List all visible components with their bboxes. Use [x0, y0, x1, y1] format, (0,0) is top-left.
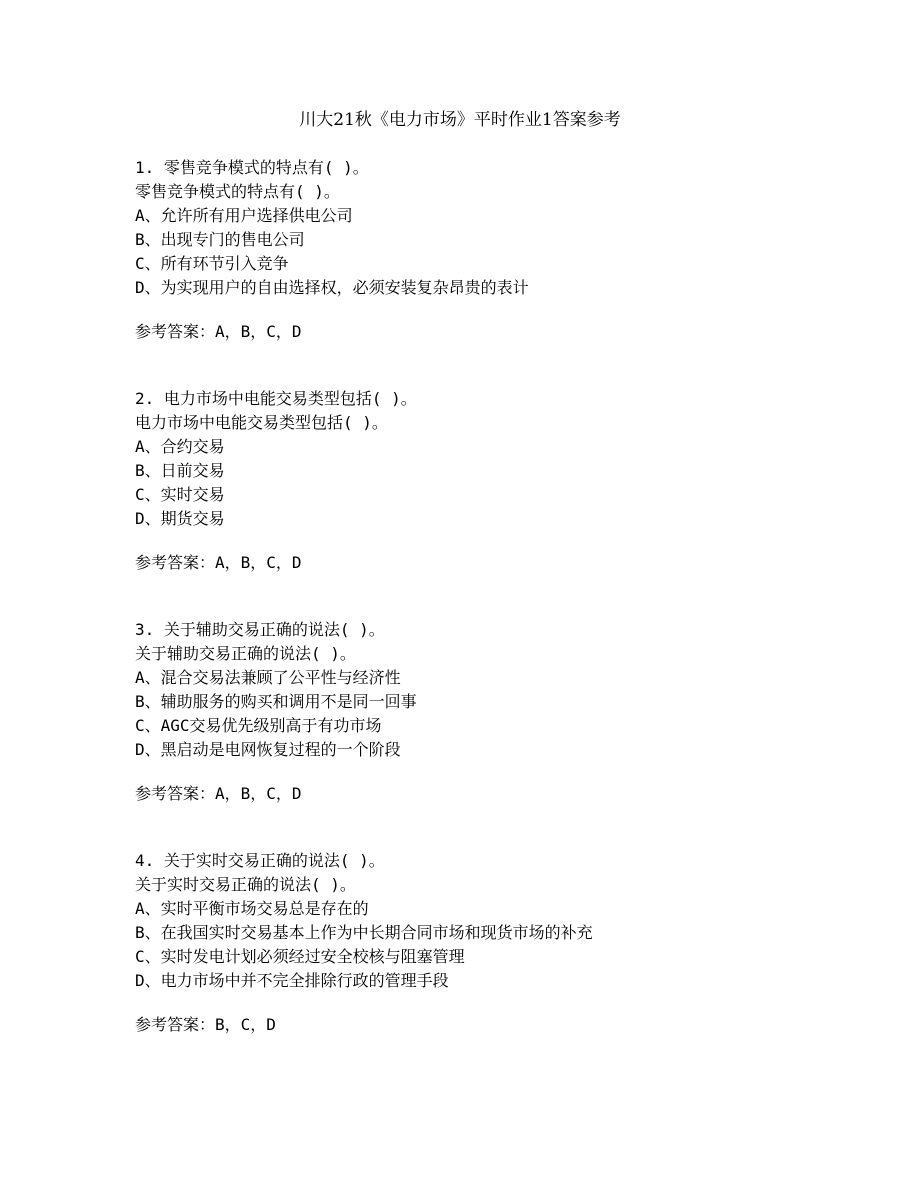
- question-number: 1 .: [135, 158, 164, 177]
- question-stem: 关于实时交易正确的说法( )。: [135, 875, 356, 894]
- question-number: 2 .: [135, 389, 164, 408]
- question-block-1: [135, 156, 855, 344]
- document-title: 川大21秋《电力市场》平时作业1答案参考: [299, 110, 621, 130]
- option-a: A、实时平衡市场交易总是存在的: [135, 899, 369, 918]
- reference-answer: [135, 551, 855, 575]
- reference-answer: [135, 782, 855, 806]
- option-c: C、实时发电计划必须经过安全校核与阻塞管理: [135, 947, 465, 966]
- question-heading-text: 关于实时交易正确的说法( )。: [163, 851, 385, 870]
- option-d: D、电力市场中并不完全排除行政的管理手段: [135, 971, 449, 990]
- question-heading: [135, 387, 855, 411]
- question-heading: [135, 156, 855, 180]
- option-a: A、合约交易: [135, 437, 225, 456]
- option-b: B、辅助服务的购买和调用不是同一回事: [135, 692, 417, 711]
- reference-answer: [135, 320, 855, 344]
- answer-value: A，B，C，D: [215, 784, 302, 803]
- question-heading: [135, 849, 855, 873]
- option-d: D、为实现用户的自由选择权，必须安装复杂昂贵的表计: [135, 278, 529, 297]
- option-d: D、期货交易: [135, 509, 225, 528]
- answer-label: 参考答案：: [135, 784, 216, 803]
- question-block-3: [135, 618, 855, 806]
- answer-label: 参考答案：: [135, 1015, 216, 1034]
- option-d: D、黑启动是电网恢复过程的一个阶段: [135, 740, 401, 759]
- answer-value: B，C，D: [215, 1015, 276, 1034]
- question-block-2: [135, 387, 855, 575]
- question-stem: 电力市场中电能交易类型包括( )。: [135, 413, 388, 432]
- option-c: C、所有环节引入竞争: [135, 254, 289, 273]
- question-heading-text: 零售竞争模式的特点有( )。: [163, 158, 369, 177]
- question-stem: 关于辅助交易正确的说法( )。: [135, 644, 356, 663]
- reference-answer: [135, 1013, 855, 1037]
- question-heading: [135, 618, 855, 642]
- answer-label: 参考答案：: [135, 322, 216, 341]
- question-block-4: [135, 849, 855, 1037]
- option-b: B、在我国实时交易基本上作为中长期合同市场和现货市场的补充: [135, 923, 593, 942]
- option-b: B、日前交易: [135, 461, 225, 480]
- answer-label: 参考答案：: [135, 553, 216, 572]
- question-number: 4 .: [135, 851, 164, 870]
- option-b: B、出现专门的售电公司: [135, 230, 305, 249]
- option-a: A、混合交易法兼顾了公平性与经济性: [135, 668, 401, 687]
- question-number: 3 .: [135, 620, 164, 639]
- option-c: C、实时交易: [135, 485, 225, 504]
- question-heading-text: 电力市场中电能交易类型包括( )。: [163, 389, 417, 408]
- answer-value: A，B，C，D: [215, 322, 302, 341]
- option-c: C、AGC交易优先级别高于有功市场: [135, 716, 382, 735]
- option-a: A、允许所有用户选择供电公司: [135, 206, 353, 225]
- answer-value: A，B，C，D: [215, 553, 302, 572]
- question-stem: 零售竞争模式的特点有( )。: [135, 182, 340, 201]
- question-heading-text: 关于辅助交易正确的说法( )。: [163, 620, 385, 639]
